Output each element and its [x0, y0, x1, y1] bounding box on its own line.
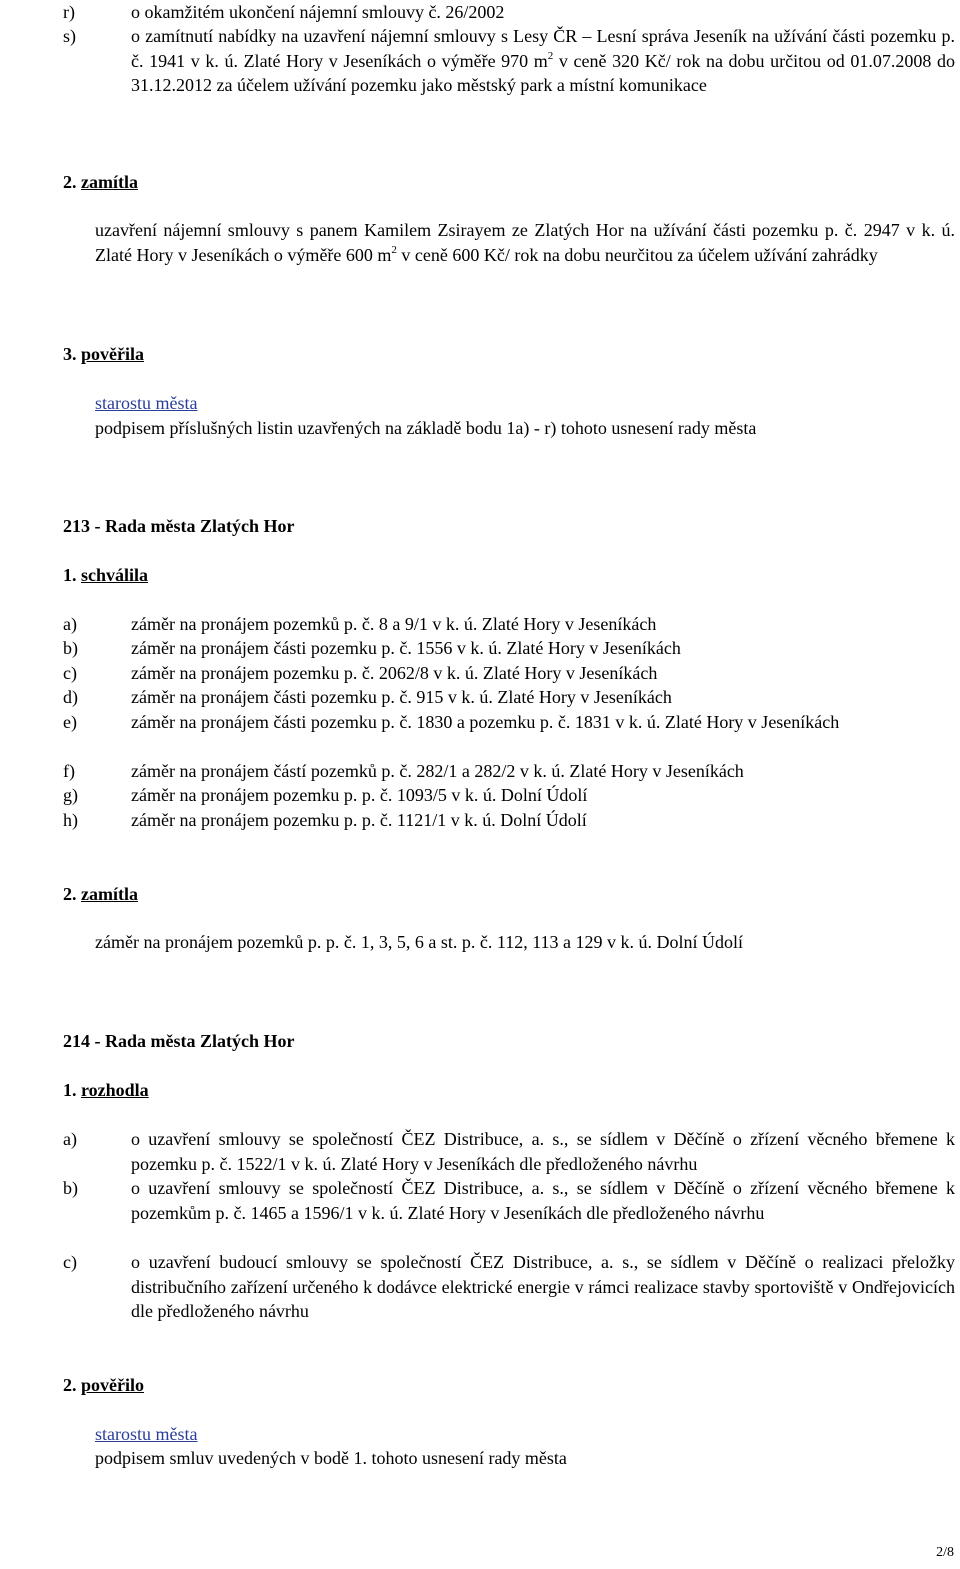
list-marker: s) — [63, 26, 76, 46]
section-heading: 1. schválila — [63, 565, 149, 585]
resolution-title: 214 - Rada města Zlatých Hor — [63, 1031, 295, 1051]
list-item: c) o uzavření budoucí smlouvy se společností ČEZ Distribuce, a. s., se sídlem v Děčíně o realizaci přeložky distribučního zařízení určeného k dodávce elektrické energie v rámci realizace stavby sportoviště v Ondřejovicích dle předloženého návrhu — [63, 1252, 955, 1321]
section-text: podpisem příslušných listin uzavřených na základě bodu 1a) - r) tohoto usnesení rady města — [95, 418, 757, 438]
list-marker: r) — [63, 2, 75, 22]
responsible-person: starostu města — [95, 393, 198, 413]
section-text: podpisem smluv uvedených v bodě 1. tohoto usnesení rady města — [95, 1448, 567, 1468]
list-text: o okamžitém ukončení nájemní smlouvy č. 26/2002 — [131, 2, 505, 22]
section-text: záměr na pronájem pozemků p. p. č. 1, 3, 5, 6 a st. p. č. 112, 113 a 129 v k. ú. Dolní Údolí — [95, 932, 744, 952]
list-item: f) záměr na pronájem částí pozemků p. č. 282/1 a 282/2 v k. ú. Zlaté Hory v Jeseníkách — [63, 761, 744, 781]
list-item: b) záměr na pronájem části pozemku p. č. 1556 v k. ú. Zlaté Hory v Jeseníkách — [63, 638, 681, 658]
responsible-person: starostu města — [95, 1424, 198, 1444]
list-item — [63, 0, 955, 25]
list-item — [63, 24, 955, 98]
section-heading: 2. pověřilo — [63, 1375, 144, 1395]
list-item: h) záměr na pronájem pozemku p. p. č. 1121/1 v k. ú. Dolní Údolí — [63, 810, 587, 830]
list-item: a) záměr na pronájem pozemků p. č. 8 a 9/1 v k. ú. Zlaté Hory v Jeseníkách — [63, 614, 657, 634]
section-heading: 2. zamítla — [63, 884, 138, 904]
section-heading: 3. pověřila — [63, 344, 144, 364]
list-text: o zamítnutí nabídky na uzavření nájemní smlouvy s Lesy ČR – Lesní správa Jeseník na užívání části pozemku p. č. 1941 v k. ú. Zlaté Hory v Jeseníkách o výměře 970 $m^2$ v ceně 320 Kč/ rok na dobu určitou od 01.07.2008 do 31.12.2012 za účelem užívání pozemku jako městský park a místní komunikace — [131, 26, 955, 95]
section-heading: 2. zamítla — [63, 172, 138, 192]
page-number: 2/8 — [936, 1544, 954, 1560]
section-text: uzavření nájemní smlouvy s panem Kamilem Zsirayem ze Zlatých Hor na užívání části pozemku p. č. 2947 v k. ú. Zlaté Hory v Jeseníkách o výměře 600 $m^2$ v ceně 600 Kč/ rok na dobu neurčitou za účelem užívání zahrádky — [95, 220, 955, 265]
list-item: d) záměr na pronájem části pozemku p. č. 915 v k. ú. Zlaté Hory v Jeseníkách — [63, 687, 672, 707]
section-heading: 1. rozhodla — [63, 1080, 149, 1100]
list-item: e) záměr na pronájem části pozemku p. č. 1830 a pozemku p. č. 1831 v k. ú. Zlaté Hory v Jeseníkách — [63, 712, 840, 732]
list-item: c) záměr na pronájem pozemku p. č. 2062/8 v k. ú. Zlaté Hory v Jeseníkách — [63, 663, 658, 683]
list-item: g) záměr na pronájem pozemku p. p. č. 1093/5 v k. ú. Dolní Údolí — [63, 785, 588, 805]
list-item: b) o uzavření smlouvy se společností ČEZ Distribuce, a. s., se sídlem v Děčíně o zřízení věcného břemene k pozemkům p. č. 1465 a 1596/1 v k. ú. Zlaté Hory v Jeseníkách dle předloženého návrhu — [63, 1178, 955, 1223]
resolution-title: 213 - Rada města Zlatých Hor — [63, 516, 295, 536]
list-item: a) o uzavření smlouvy se společností ČEZ Distribuce, a. s., se sídlem v Děčíně o zřízení věcného břemene k pozemku p. č. 1522/1 v k. ú. Zlaté Hory v Jeseníkách dle předloženého návrhu — [63, 1129, 955, 1174]
